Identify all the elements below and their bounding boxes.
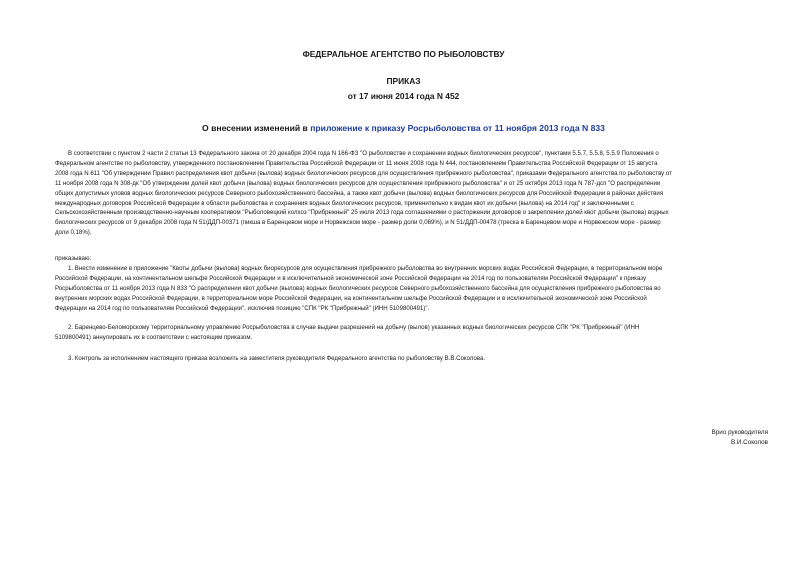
- preamble-line: 2008 года N 611 "Об утверждении Правил распределения квот добычи (вылова) водных биологических ресурсов для осуществления прибрежного рыболовства", приказами Федерального агентства по рыболовству от: [55, 169, 672, 177]
- item-1-paragraph: [55, 264, 784, 314]
- order-word: [55, 254, 784, 264]
- item-1-line: Росрыболовства от 11 ноября 2013 года N 833 "О распределении квот добычи (вылова) водных биологических ресурсов Северного рыбохозяйственного бассейна для осуществления прибрежного рыболовства во: [55, 284, 661, 292]
- item-1-line: 1. Внести изменение в приложение "Квоты добычи (вылова) водных биоресурсов для осуществления прибрежного рыболовства во внутренних морских водах Российской Федерации, в территориальном море: [68, 265, 663, 272]
- title-link[interactable]: приложение к приказу Росрыболовства от 11 ноября 2013 года N 833: [310, 123, 605, 133]
- preamble-paragraph: [55, 149, 784, 238]
- item-3-line: 3. Контроль за исполнением настоящего приказа возложить на заместителя руководителя Федерального агентства по рыболовству В.В.Соколова.: [68, 355, 486, 362]
- item-2-line: 2. Баренцево-Беломорскому территориальному управлению Росрыболовства в случае выдачи разрешений на добычу (вылов) указанных водных биологических ресурсов СПК "РК "Прибрежный" (ИНН: [68, 324, 640, 331]
- preamble-line: Федеральном агентстве по рыболовству, утвержденного постановлением Правительства Российской Федерации от 11 июня 2008 года N 444, постановлением Правительства Российской Федерации от 15 августа: [55, 159, 658, 167]
- item-1-line: Федерации на 2014 год по пользователям Российской Федерации", исключив позицию "СПК "РК "Прибрежный" (ИНН 5109800491)".: [55, 304, 430, 312]
- preamble-line: В соответствии с пунктом 2 части 2 статьи 13 Федерального закона от 20 декабря 2004 года N 166-ФЗ "О рыболовстве и сохранении водных биологических ресурсов", пунктами 5.5.7, 5.5.8, 5.5.9 Положения о: [68, 150, 659, 157]
- preamble-line: общих допустимых уловов водных биологических ресурсов Северного рыбохозяйственного бассейна, а также квот добычи (вылова) водных биологических ресурсов для Российской Федерации в районах действия: [55, 189, 664, 197]
- agency-name: ФЕДЕРАЛЬНОЕ АГЕНТСТВО ПО РЫБОЛОВСТВУ: [302, 49, 505, 59]
- signature-position: Врио руководителя: [711, 429, 768, 436]
- preamble-line: международных договоров Российской Федерации в области рыболовства и сохранения водных биологических ресурсов, применительно к видам квот их добычи (вылова) на 2014 год" и заключенными с: [55, 199, 634, 207]
- signature-name: В.И.Соколов: [730, 439, 768, 446]
- item-1-line: Российской Федерации, на континентальном шельфе Российской Федерации и в исключительной экономической зоне Российской Федерации на 2014 год по пользователям Российской Федерации" к приказу: [55, 274, 647, 282]
- preamble-line: биологических ресурсов от 9 декабря 2008 года N 51/ДДП-00371 (пикша в Баренцевом море и Норвежском море - размер доли 0,069%), и N 51/ДДП-00478 (треска в Баренцевом море и Норвежском море - размер: [55, 219, 661, 227]
- document-title: [0, 123, 807, 133]
- preamble-line: 11 ноября 2008 года N 308-дк "Об утверждении долей квот добычи (вылова) водных биологических ресурсов для осуществления прибрежного рыболовства" и от 25 октября 2013 года N 787-дсп "О распределении: [55, 179, 661, 187]
- order-word-text: приказываю:: [55, 255, 92, 262]
- preamble-line: Сельскохозяйственным производственно-научным кооперативом "Рыболовецкий колхоз "Прибрежный" 25 июля 2013 года соглашениями о расторжении договоров о закреплении долей квот добычи (вылова) водных: [55, 209, 669, 217]
- item-3-paragraph: [68, 354, 784, 364]
- preamble-line: доли 0,18%),: [55, 229, 92, 237]
- document-type: ПРИКАЗ: [386, 76, 421, 86]
- document-date-number: от 17 июня 2014 года N 452: [347, 91, 460, 101]
- title-prefix: О внесении изменений в: [202, 123, 311, 133]
- item-2-line: 5109800491) аннулировать их в соответствии с настоящим приказом.: [55, 333, 253, 341]
- item-1-line: внутренних морских водах Российской Федерации, в территориальном море Российской Федерации, на континентальном шельфе Российской Федерации и в исключительной экономической зоне Российской: [55, 294, 647, 302]
- item-2-paragraph: [55, 323, 784, 343]
